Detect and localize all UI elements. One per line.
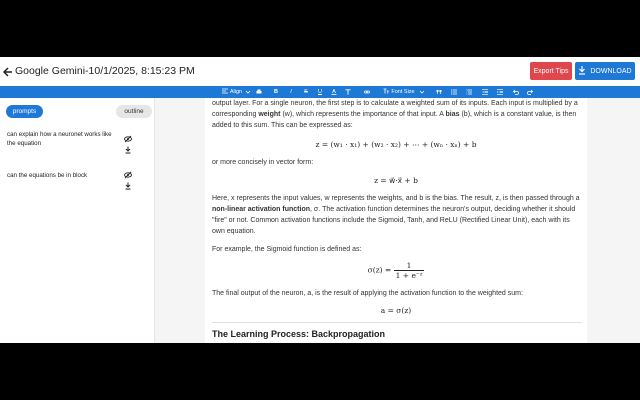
font-size-icon bbox=[383, 88, 389, 96]
sigmoid-lhs: σ(z) = bbox=[367, 265, 392, 275]
indent-decrease-icon[interactable] bbox=[480, 86, 489, 98]
print-icon[interactable] bbox=[254, 86, 264, 98]
export-tips-button[interactable] bbox=[530, 62, 572, 80]
font-size-dropdown[interactable] bbox=[380, 86, 418, 98]
underline-button[interactable]: U bbox=[318, 89, 322, 95]
download-button[interactable] bbox=[575, 62, 635, 80]
align-dropdown[interactable] bbox=[220, 86, 244, 98]
activation-term: non-linear activation function bbox=[212, 206, 311, 213]
paragraph: The final output of the neuron, a, is the result of applying the activation function to the weighted sum: bbox=[212, 290, 523, 297]
bias-term: bias bbox=[445, 111, 460, 118]
align-label: Align bbox=[229, 89, 243, 95]
equation-weighted-sum: z = (w₁ · x₁) + (w₂ · x₂) + ⋯ + (wₙ · xₙ) + b bbox=[315, 140, 477, 149]
weight-term: weight bbox=[258, 111, 281, 118]
paragraph: For example, the Sigmoid function is defined as: bbox=[212, 246, 362, 253]
numbered-list-icon[interactable] bbox=[464, 86, 473, 98]
italic-button[interactable]: I bbox=[290, 89, 292, 95]
strikethrough-button[interactable]: S bbox=[304, 89, 308, 95]
clear-format-icon[interactable] bbox=[344, 86, 352, 98]
app-window bbox=[0, 57, 640, 343]
equation-output: a = σ(z) bbox=[380, 306, 412, 315]
sigmoid-fraction bbox=[394, 261, 425, 280]
export-tips-label: Export Tips bbox=[533, 67, 569, 75]
download-icon[interactable] bbox=[124, 141, 132, 149]
formatting-toolbar bbox=[0, 86, 640, 98]
header-bar bbox=[0, 57, 640, 86]
arrow-left-icon[interactable] bbox=[3, 65, 13, 77]
sigmoid-denominator: 1 + e⁻ᶻ bbox=[395, 271, 423, 280]
document-page[interactable] bbox=[205, 98, 587, 343]
paragraph: output layer. For a single neuron, the first step is to calculate a weighted sum of its inputs. Each input is multiplied by a corresponding weight (w), which represents the importance of that input. A bias (b), which is a constant value, is then added to this sum. This can be expressed as: bbox=[212, 100, 578, 129]
equation-vector-form: z = w⃗·x⃗ + b bbox=[374, 176, 418, 185]
bullet-list-icon[interactable] bbox=[449, 86, 458, 98]
font-size-chevron-icon[interactable] bbox=[418, 86, 426, 98]
quote-icon[interactable] bbox=[434, 86, 443, 98]
font-size-label: Font Size bbox=[391, 89, 415, 95]
tab-outline[interactable]: outline bbox=[116, 105, 152, 118]
sigmoid-numerator: 1 bbox=[394, 261, 425, 271]
bold-button[interactable]: B bbox=[274, 89, 278, 95]
eye-off-icon[interactable] bbox=[124, 166, 132, 174]
prompt-item[interactable]: can explain how a neuronet works like the equation bbox=[7, 131, 112, 147]
text-color-icon[interactable] bbox=[330, 86, 338, 98]
redo-icon[interactable] bbox=[525, 86, 534, 98]
sidebar bbox=[0, 98, 155, 343]
section-heading: The Learning Process: Backpropagation bbox=[212, 329, 386, 339]
download-icon bbox=[578, 66, 586, 77]
chevron-down-icon[interactable] bbox=[244, 86, 252, 98]
link-icon[interactable] bbox=[362, 86, 372, 98]
download-label: DOWNLOAD bbox=[590, 67, 632, 75]
undo-icon[interactable] bbox=[511, 86, 520, 98]
document-area bbox=[155, 98, 640, 343]
eye-off-icon[interactable] bbox=[124, 130, 132, 138]
divider bbox=[212, 322, 582, 323]
page-title: Google Gemini-10/1/2025, 8:15:23 PM bbox=[15, 65, 195, 77]
paragraph: or more concisely in vector form: bbox=[212, 159, 314, 166]
paragraph: Here, x represents the input values, w represents the weights, and b is the bias. The result, z, is then passed through a non-linear activation function, σ. The activation function determines the neuron's output, deciding whether it should "fire" or not. Common activation functions include the Sigmoid, Tanh, and ReLU (Rectified Linear Unit), each with its own equation. bbox=[212, 195, 580, 235]
equation-sigmoid bbox=[205, 261, 587, 280]
prompt-item[interactable]: can the equations be in block bbox=[7, 172, 88, 179]
tab-prompts[interactable]: prompts bbox=[6, 105, 43, 118]
download-icon[interactable] bbox=[124, 177, 132, 185]
align-icon bbox=[222, 88, 228, 96]
indent-increase-icon[interactable] bbox=[495, 86, 504, 98]
